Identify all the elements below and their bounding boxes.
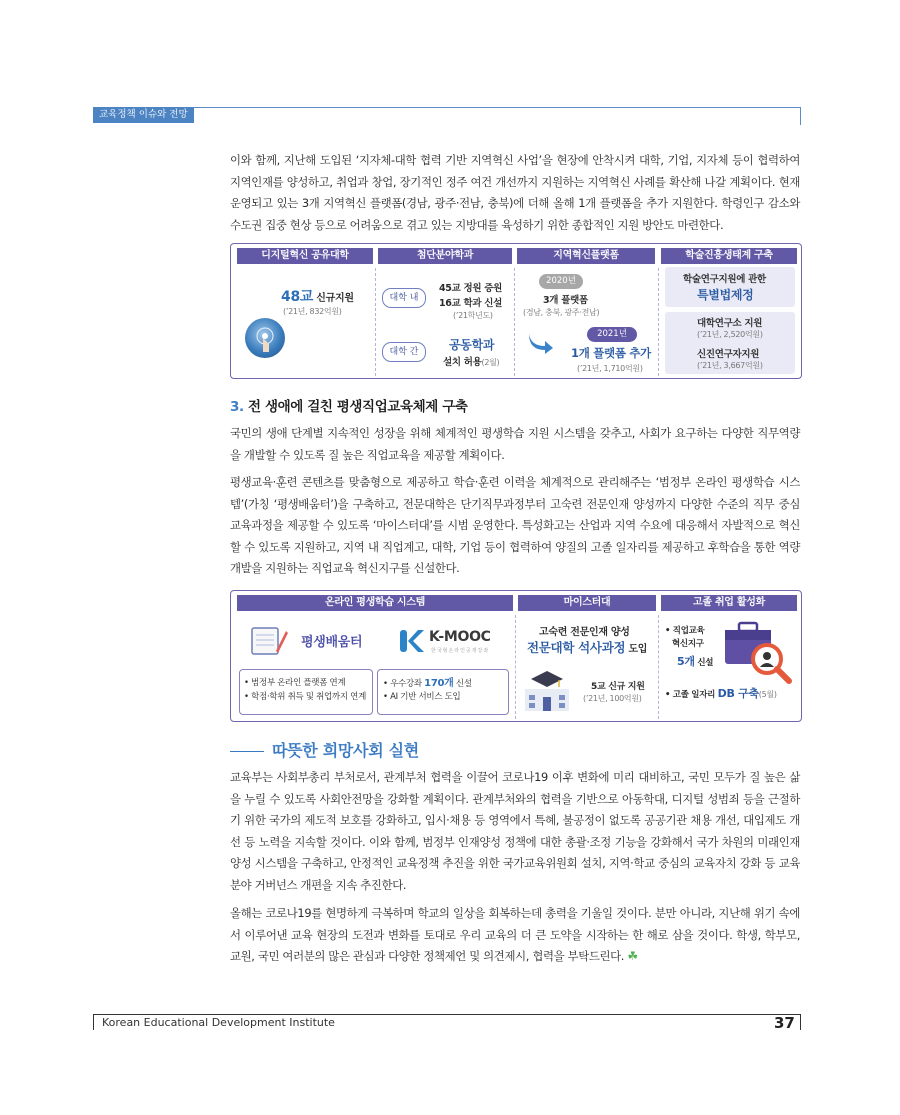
platform-regions: (경남, 충북, 광주·전남)	[523, 308, 600, 317]
clover-icon: ☘	[627, 949, 638, 963]
section-warm-society-heading: 따뜻한 희망사회 실현	[230, 738, 419, 761]
paragraph-lifelong-education: 국민의 생애 단계별 지속적인 성장을 위해 체계적인 평생학습 지원 시스템을 갖추고, 사회가 요구하는 다양한 직무역량을 개발할 수 있도록 질 높은 직업교육을 제공할 계획이다.	[230, 426, 800, 462]
digital-univ-count: 48교 신규지원	[281, 289, 354, 305]
notebook-pencil-icon	[249, 625, 289, 657]
bullet-excellent-courses: • 우수강좌 170개 신설	[383, 678, 472, 689]
meister-masters: 전문대학 석사과정 도입	[527, 640, 648, 655]
touch-hand-icon	[245, 318, 285, 358]
meister-five-colleges: 5교 신규 지원	[591, 682, 645, 692]
kmooc-subtitle: 한 국 형 온 라 인 공 개 강 좌	[431, 648, 488, 654]
platform-budget: (’21년, 1,710억원)	[577, 364, 643, 373]
junior-researcher-support: 신진연구자지원	[697, 349, 760, 360]
special-act: 특별법제정	[697, 288, 754, 302]
digital-univ-budget: (’21년, 832억원)	[283, 307, 342, 316]
col-head-online-learning: 온라인 평생학습 시스템	[237, 595, 513, 611]
section-3-title: 3. 전 생애에 걸친 평생직업교육체제 구축	[230, 399, 468, 415]
briefcase-search-icon	[723, 621, 793, 687]
col-head-digital-university: 디지털혁신 공유대학	[237, 248, 373, 264]
paragraph-closing: 올해는 코로나19를 현명하게 극복하며 학교의 일상을 회복하는데 총력을 기울일 것이다. 분만 아니라, 지난해 위기 속에서 이루어낸 교육 현장의 도전과 변화를 토대로 우리 교육의 더 큰 도약을 시작하는 한 해로 삼을 것이다. 학생, 학부모, 교원, 국민 여러분의 많은 관심과 다양한 정책제언 및 의견제시, 협력을 부탁드린다. ☘	[230, 906, 800, 963]
lifelong-learning-logo: 평생배움터	[301, 635, 363, 650]
pill-between-univ: 대학 간	[382, 342, 426, 362]
col-head-regional-platform: 지역혁신플랫폼	[517, 248, 655, 264]
research-institute-support: 대학연구소 지원	[697, 318, 763, 329]
section-tag: 교육정책 이슈와 전망	[93, 107, 194, 123]
col-head-advanced-dept: 첨단분야학과	[378, 248, 512, 264]
meister-talent: 고숙련 전문인재 양성	[539, 627, 630, 638]
junior-researcher-budget: (’21년, 3,667억원)	[697, 361, 763, 370]
one-more-platform: 1개 플랫폼 추가	[571, 346, 651, 360]
quota-increase: 45교 정원 증원	[439, 283, 503, 294]
col-head-highschool-jobs: 고졸 취업 활성화	[661, 595, 797, 611]
joint-department: 공동학과	[449, 338, 495, 352]
bullet-credit-link: • 학점·학위 취득 및 취업까지 연계	[244, 692, 366, 702]
academic-year-note: (’21학년도)	[453, 311, 493, 320]
col-head-meister-college: 마이스터대	[518, 595, 656, 611]
header-rule	[93, 107, 801, 108]
header-rule-end	[800, 107, 801, 125]
research-institute-budget: (’21년, 2,520억원)	[697, 330, 763, 339]
policy-infobox-1	[230, 243, 802, 379]
five-districts: 5개 신설	[677, 655, 714, 668]
kmooc-k-icon	[397, 627, 425, 655]
bullet-vocational-district: • 직업교육	[665, 626, 705, 636]
footer-organization: Korean Educational Development Institute	[102, 1016, 335, 1029]
three-platforms: 3개 플랫폼	[543, 295, 588, 306]
page-number: 37	[774, 1014, 795, 1032]
new-departments: 16교 학과 신설	[439, 298, 503, 309]
joint-dept-allowed: 설치 허용(2월)	[443, 357, 500, 368]
special-act-desc: 학술연구지원에 관한	[683, 274, 766, 285]
year-2020-badge: 2020년	[539, 274, 583, 289]
campus-graduation-icon	[521, 667, 573, 715]
meister-budget: (’21년, 100억원)	[583, 694, 642, 703]
paragraph-vocational-system: 평생교육·훈련 콘텐츠를 맞춤형으로 제공하고 학습·훈련 이력을 체계적으로 관리해주는 ‘범정부 온라인 평생학습 시스템’(가칭 ‘평생배움터’)을 구축하고, 전문대학은 단기직무과정부터 고숙련 전문인재 양성까지 다양한 수준의 직무 중심 교육과정을 제공할 수 있도록 ‘마이스터대’를 시범 운영한다. 특성화고는 산업과 지역 수요에 대응해서 자발적으로 혁신할 수 있도록 지원하고, 지역 내 직업계고, 대학, 기업 등이 협력하여 양질의 고졸 일자리를 제공하고 후학습을 통한 역량 개발을 지원하는 직업교육 혁신지구를 신설한다.	[230, 475, 800, 575]
bullet-jobs-db: • 고졸 일자리 DB 구축(5월)	[665, 687, 777, 700]
intro-paragraph: 이와 함께, 지난해 도입된 ‘지자체-대학 협력 기반 지역혁신 사업’을 현장에 안착시켜 대학, 기업, 지자체 등이 협력하여 지역인재를 양성하고, 취업과 창업, 장기적인 정주 여건 개선까지 지원하는 지역혁신 사례를 확산해 나갈 계획이다. 현재 운영되고 있는 3개 지역혁신 플랫폼(경남, 광주·전남, 충북)에 더해 올해 1개 플랫폼을 추가 지원한다. 학령인구 감소와 수도권 집중 현상 등으로 어려움으로 겪고 있는 지방대를 육성하기 위한 종합적인 지원 방안도 마련한다.	[230, 153, 800, 232]
vocational-district-label: 혁신지구	[672, 639, 704, 649]
paragraph-social-safety-net: 교육부는 사회부총리 부처로서, 관계부처 협력을 이끌어 코로나19 이후 변화에 미리 대비하고, 국민 모두가 질 높은 삶을 누릴 수 있도록 사회안전망을 강화할 계획이다. 관계부처와의 협력을 기반으로 아동학대, 디지털 성범죄 등을 근절하기 위한 국가의 제도적 보호를 강화하고, 입시·채용 등 영역에서 특혜, 불공정이 없도록 공공기관 채용 개선, 대입제도 개선 등 노력을 지속할 것이다. 이와 함께, 범정부 인재양성 정책에 대한 총괄·조정 기능을 강화해서 국가 차원의 미래인재 양성 시스템을 구축하고, 안정적인 교육정책 추진을 위한 국가교육위원회 설치, 지역·학교 중심의 교육자치 강화 등 교육 분야 거버넌스 개편을 지속 추진한다.	[230, 770, 800, 892]
col-head-academic-ecosystem: 학술진흥생태계 구축	[661, 248, 797, 264]
kmooc-logo: K-MOOC	[429, 629, 491, 645]
year-2021-badge: 2021년	[587, 327, 637, 342]
bullet-ai-service: • AI 기반 서비스 도입	[383, 692, 461, 702]
pill-within-univ: 대학 내	[382, 288, 426, 308]
arrow-icon	[527, 332, 555, 354]
policy-infobox-2	[230, 590, 802, 722]
bullet-platform-link: • 범정부 온라인 플랫폼 연계	[244, 678, 346, 688]
